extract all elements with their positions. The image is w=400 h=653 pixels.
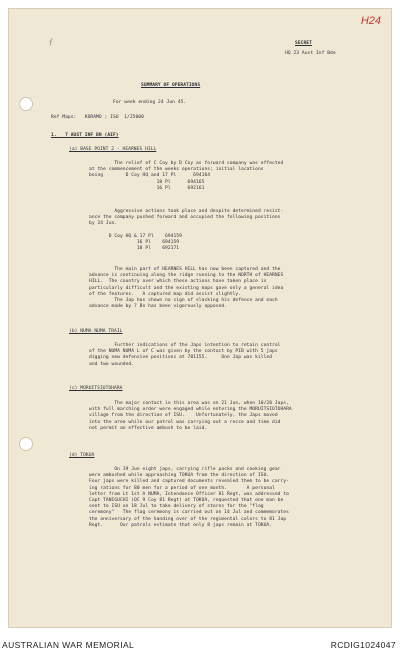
- text-line: sent to ISU on 18 Jul to take delivery of stores for the "flag: [89, 504, 264, 510]
- text-line: not permit an effective ambush to be laid.: [89, 425, 208, 431]
- text-line: letter from Lt 1st A NUMA, Intendance Officer 81 Regt, was addressed to: [89, 491, 289, 497]
- text-line: ance the company pushed forward and occupied the following positions: [89, 215, 281, 221]
- secret-label: SECRET: [295, 41, 312, 46]
- text-line: D Coy HQ & 17 Pl 694159: [89, 234, 182, 239]
- text-line: 16 Pl 694159: [89, 240, 180, 246]
- text-line: into the area while our patrol was carrying out a recce and time did: [89, 419, 281, 425]
- footer-record-id: RCDIG1024047: [330, 640, 396, 650]
- text-line: the anniversary of the handing over of the regimental colors to 81 Jap: [89, 516, 287, 522]
- text-line: The major contact in this area was on 21 Jun, when 10/20 Japs,: [89, 401, 289, 406]
- text-line: On 19 Jun eight japs, carrying rifle packs and cooking gear: [89, 467, 281, 472]
- text-line: Capt TANIGUCHI (OC 9 Coy 81 Regt) at TOKUA, requested that one man be: [89, 498, 284, 503]
- text-line: The Jap has shown no sign of slacking his defence and each: [89, 298, 278, 303]
- subsection-heading-c: (c) MORUITSIOTOHARA: [69, 386, 123, 391]
- text-line: by 24 Jun.: [89, 221, 118, 227]
- text-line: Further indications of the Japs intention to retain control: [89, 343, 281, 348]
- text-line: ceremony" The flag ceremony is carried out on 14 Jul and commemorates: [89, 510, 289, 516]
- archive-footer: [0, 636, 400, 653]
- text-line: advance made by 7 Bn has been vigorously opposed.: [89, 304, 227, 310]
- punch-hole: [19, 97, 33, 111]
- text-line: of the features. A captured map did assist slightly.: [89, 291, 242, 297]
- footer-source: AUSTRALIAN WAR MEMORIAL: [2, 640, 135, 650]
- text-line: 18 Pl 692171: [89, 246, 180, 252]
- document-subtitle: For week ending 24 Jun 45.: [113, 100, 187, 105]
- punch-hole: [19, 437, 33, 451]
- text-line: particularly difficult and the existing maps gave only a general idea: [89, 285, 284, 291]
- text-line: HILL. The country over which these actions have taken place is: [89, 279, 267, 285]
- document-title: SUMMARY OF OPERATIONS: [141, 83, 201, 88]
- text-line: ing rations for 80 men for a period of one month. A personal: [89, 485, 275, 491]
- text-line: with full marching order were engaged while entering the MORUITSIOTOHARA: [89, 407, 292, 413]
- subsection-heading-d: (d) TOKUA: [69, 453, 95, 458]
- text-line: were ambushed while approaching TOKUA from the direction of ISU.: [89, 473, 270, 479]
- text-line: digging new defensive positions at 781155. One Jap was killed: [89, 355, 273, 361]
- hq-label: HQ 23 Aust Inf Bde: [285, 51, 336, 56]
- subsection-heading-b: (b) NUMA NUMA TRAIL: [69, 329, 123, 334]
- text-line: and two wounded.: [89, 361, 135, 367]
- section-heading: 1. 7 AUST INF BN (AIF): [51, 133, 119, 138]
- text-line: Aggressive actions took place and despite determined resist-: [89, 209, 284, 214]
- text-line: village from the direction of ISU. Unfortunately, the Japs moved: [89, 413, 278, 419]
- text-line: The main part of HEARNES HILL has now been captured and the: [89, 267, 281, 272]
- text-line: advance is continuing along the ridge running to the NORTH of HEARNES: [89, 273, 284, 279]
- text-line: Regt. Our patrols estimate that only 8 japs remain at TOKUA.: [89, 522, 273, 528]
- text-line: Four japs were killed and captured documents revealed them to be carry-: [89, 479, 289, 485]
- text-line: The relief of C Coy by D Coy as forward company was effected: [89, 161, 284, 166]
- text-line: 18 Pl 694165: [89, 179, 205, 185]
- text-line: 16 Pl 692161: [89, 185, 205, 191]
- reference-maps: Ref Maps: KORAMO ; ISU 1/25000: [51, 115, 144, 120]
- text-line: at the commencement of the weeks operations; initial locations: [89, 167, 264, 173]
- subsection-heading-a: (a) BASE POINT 2 - HEARNES HILL: [69, 147, 157, 152]
- text-line: being D Coy HQ and 17 Pl 694164: [89, 173, 211, 179]
- document-page: [8, 8, 392, 628]
- archive-reference-number: H24: [360, 15, 381, 27]
- text-line: of the NUMA NUMA L of C was given by the contact by PIB with 5 japs: [89, 349, 278, 355]
- handwritten-mark: ƒ: [49, 37, 53, 46]
